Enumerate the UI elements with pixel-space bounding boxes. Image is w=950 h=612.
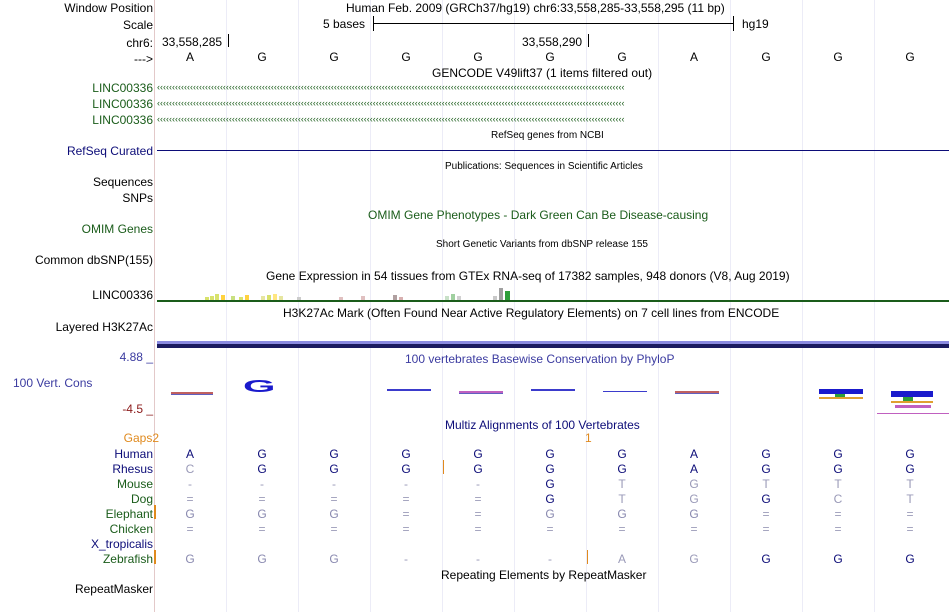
chrom-label: chr6: (126, 36, 153, 50)
base-letter: G (473, 50, 483, 64)
alignment-base: G (329, 552, 339, 566)
refseq-gene-line[interactable] (157, 150, 949, 151)
base-letter: G (257, 50, 267, 64)
alignment-base: = (762, 522, 770, 536)
species-label[interactable]: Human (114, 447, 153, 461)
h3k27ac-signal[interactable] (157, 344, 949, 348)
refseq-label[interactable]: RefSeq Curated (66, 144, 153, 158)
alignment-base: T (618, 477, 626, 491)
base-letter: A (185, 50, 194, 64)
alignment-base: G (761, 552, 771, 566)
multiz-title: Multiz Alignments of 100 Vertebrates (445, 418, 640, 432)
alignment-base: C (833, 492, 843, 506)
base-letter: G (617, 50, 627, 64)
alignment-base: = (186, 492, 194, 506)
alignment-base: = (690, 522, 698, 536)
sequences-label[interactable]: Sequences (92, 175, 153, 189)
gtex-label[interactable]: LINC00336 (92, 288, 153, 302)
alignment-base: = (258, 522, 266, 536)
alignment-base: = (474, 507, 482, 521)
strand-label: ---> (134, 52, 153, 66)
alignment-base: G (761, 447, 771, 461)
alignment-base: G (185, 507, 195, 521)
alignment-base: - (188, 477, 192, 491)
alignment-base: G (905, 552, 915, 566)
phylop-min-label: -4.5 _ (122, 402, 153, 416)
alignment-base: G (545, 462, 555, 476)
gencode-gene-track[interactable]: ‹‹‹‹‹‹‹‹‹‹‹‹‹‹‹‹‹‹‹‹‹‹‹‹‹‹‹‹‹‹‹‹‹‹‹‹‹‹‹‹‹‹‹‹‹‹‹‹‹‹‹‹‹‹‹‹‹‹‹‹‹‹‹‹‹‹‹‹‹‹‹‹‹‹‹‹‹‹‹‹‹‹‹‹‹‹‹‹‹‹‹‹‹‹‹‹‹‹‹‹‹‹‹‹‹‹‹‹‹‹‹‹‹‹‹‹‹‹‹‹‹‹‹‹‹‹‹‹‹‹‹‹‹‹‹‹‹‹‹‹‹‹‹‹‹‹‹‹‹‹‹‹‹‹‹‹ (157, 98, 625, 108)
scale-assembly: hg19 (742, 17, 769, 31)
alignment-base: G (689, 507, 699, 521)
species-label[interactable]: X_tropicalis (90, 537, 153, 551)
omim-label[interactable]: OMIM Genes (81, 222, 153, 236)
alignment-base: G (545, 507, 555, 521)
alignment-base: G (257, 462, 267, 476)
alignment-base: = (834, 507, 842, 521)
species-label[interactable]: Elephant (105, 507, 153, 521)
coord-tick (588, 34, 589, 47)
alignment-base: G (833, 552, 843, 566)
alignment-base: T (906, 492, 914, 506)
base-letter: G (833, 50, 843, 64)
base-letter: G (905, 50, 915, 64)
coord-left: 33,558,285 (162, 35, 223, 49)
alignment-base: = (906, 522, 914, 536)
coord-mid: 33,558,290 (522, 35, 583, 49)
alignment-base: G (689, 477, 699, 491)
dbsnp-label[interactable]: Common dbSNP(155) (34, 253, 153, 267)
phylop-logo[interactable] (157, 370, 949, 420)
alignment-base: = (474, 522, 482, 536)
alignment-base: G (257, 507, 267, 521)
multiz-alignment (0, 447, 950, 567)
alignment-base: G (905, 462, 915, 476)
alignment-base: - (404, 477, 408, 491)
alignment-base: - (476, 477, 480, 491)
scale-bar (373, 23, 733, 24)
publications-title: Publications: Sequences in Scientific Articles (445, 161, 643, 172)
alignment-base: G (329, 507, 339, 521)
alignment-base: G (761, 492, 771, 506)
gencode-item-label[interactable]: LINC00336 (92, 113, 153, 127)
species-label[interactable]: Rhesus (112, 462, 153, 476)
gap-marker (443, 460, 444, 474)
gencode-item-label[interactable]: LINC00336 (92, 97, 153, 111)
scale-text: 5 bases (323, 17, 366, 31)
alignment-base: G (473, 447, 483, 461)
alignment-base: - (260, 477, 264, 491)
alignment-base: = (474, 492, 482, 506)
alignment-base: = (402, 507, 410, 521)
dbsnp-title: Short Genetic Variants from dbSNP release 155 (436, 239, 648, 250)
phylop-label[interactable]: 100 Vert. Cons (13, 376, 93, 390)
gap-marker (154, 550, 156, 564)
alignment-base: T (618, 492, 626, 506)
phylop-max-label: 4.88 _ (119, 350, 153, 364)
base-letter: G (545, 50, 555, 64)
species-label[interactable]: Zebrafish (102, 552, 153, 566)
alignment-base: = (330, 522, 338, 536)
alignment-base: = (330, 492, 338, 506)
alignment-base: = (546, 522, 554, 536)
gencode-item-label[interactable]: LINC00336 (92, 81, 153, 95)
alignment-base: A (617, 552, 626, 566)
base-letter: G (761, 50, 771, 64)
alignment-base: T (834, 477, 842, 491)
alignment-base: T (906, 477, 914, 491)
alignment-base: = (402, 492, 410, 506)
scale-bar-tick (373, 16, 374, 31)
alignment-base: = (618, 522, 626, 536)
alignment-base: G (185, 552, 195, 566)
alignment-base: = (834, 522, 842, 536)
alignment-base: G (257, 552, 267, 566)
base-letter: A (689, 50, 698, 64)
species-label[interactable]: Chicken (109, 522, 153, 536)
gencode-title: GENCODE V49lift37 (1 items filtered out) (432, 66, 653, 80)
svg-text:G: G (243, 376, 276, 396)
alignment-base: G (545, 477, 555, 491)
species-label[interactable]: Mouse (116, 477, 153, 491)
omim-title: OMIM Gene Phenotypes - Dark Green Can Be Disease-causing (368, 208, 709, 222)
alignment-base: G (689, 492, 699, 506)
alignment-base: - (332, 477, 336, 491)
refseq-title: RefSeq genes from NCBI (491, 130, 604, 141)
alignment-base: G (401, 447, 411, 461)
gencode-gene-track[interactable]: ‹‹‹‹‹‹‹‹‹‹‹‹‹‹‹‹‹‹‹‹‹‹‹‹‹‹‹‹‹‹‹‹‹‹‹‹‹‹‹‹‹‹‹‹‹‹‹‹‹‹‹‹‹‹‹‹‹‹‹‹‹‹‹‹‹‹‹‹‹‹‹‹‹‹‹‹‹‹‹‹‹‹‹‹‹‹‹‹‹‹‹‹‹‹‹‹‹‹‹‹‹‹‹‹‹‹‹‹‹‹‹‹‹‹‹‹‹‹‹‹‹‹‹‹‹‹‹‹‹‹‹‹‹‹‹‹‹‹‹‹‹‹‹‹‹‹‹‹‹‹‹‹‹‹‹‹ (157, 82, 625, 92)
base-letter: G (401, 50, 411, 64)
alignment-base: T (762, 477, 770, 491)
gencode-gene-track[interactable]: ‹‹‹‹‹‹‹‹‹‹‹‹‹‹‹‹‹‹‹‹‹‹‹‹‹‹‹‹‹‹‹‹‹‹‹‹‹‹‹‹‹‹‹‹‹‹‹‹‹‹‹‹‹‹‹‹‹‹‹‹‹‹‹‹‹‹‹‹‹‹‹‹‹‹‹‹‹‹‹‹‹‹‹‹‹‹‹‹‹‹‹‹‹‹‹‹‹‹‹‹‹‹‹‹‹‹‹‹‹‹‹‹‹‹‹‹‹‹‹‹‹‹‹‹‹‹‹‹‹‹‹‹‹‹‹‹‹‹‹‹‹‹‹‹‹‹‹‹‹‹‹‹‹‹‹‹ (157, 114, 625, 124)
alignment-base: A (689, 462, 698, 476)
alignment-base: G (833, 447, 843, 461)
coord-tick (228, 34, 229, 47)
window-position-text: Human Feb. 2009 (GRCh37/hg19) chr6:33,558,285-33,558,295 (11 bp) (346, 1, 725, 15)
scale-label: Scale (122, 18, 153, 32)
alignment-base: G (473, 462, 483, 476)
alignment-base: = (402, 522, 410, 536)
alignment-base: = (258, 492, 266, 506)
base-letter: G (329, 50, 339, 64)
alignment-base: G (545, 447, 555, 461)
alignment-base: - (548, 552, 552, 566)
gtex-title: Gene Expression in 54 tissues from GTEx RNA-seq of 17382 samples, 948 donors (V8, Aug 2019) (266, 269, 790, 283)
scale-bar-tick (733, 16, 734, 31)
alignment-base: G (329, 447, 339, 461)
alignment-base: = (906, 507, 914, 521)
repeatmasker-label[interactable]: RepeatMasker (74, 582, 153, 596)
alignment-base: G (833, 462, 843, 476)
alignment-base: G (905, 447, 915, 461)
base-row (0, 50, 950, 64)
alignment-base: C (185, 462, 195, 476)
alignment-base: G (761, 462, 771, 476)
alignment-base: - (404, 552, 408, 566)
h3k27ac-label[interactable]: Layered H3K27Ac (55, 320, 153, 334)
alignment-base: = (762, 507, 770, 521)
gap-count: 1 (585, 431, 592, 445)
gap-marker (587, 550, 588, 564)
alignment-base: G (689, 552, 699, 566)
snps-label[interactable]: SNPs (122, 191, 153, 205)
alignment-base: = (186, 522, 194, 536)
alignment-base: G (329, 462, 339, 476)
alignment-base: G (617, 447, 627, 461)
gtex-bar-graph[interactable] (157, 284, 949, 304)
alignment-base: A (689, 447, 698, 461)
alignment-base: A (185, 447, 194, 461)
alignment-base: G (401, 462, 411, 476)
gap-marker (154, 505, 156, 519)
alignment-base: - (476, 552, 480, 566)
window-position-label: Window Position (64, 1, 153, 15)
alignment-base: G (617, 462, 627, 476)
alignment-base: G (257, 447, 267, 461)
species-label[interactable]: Dog (130, 492, 153, 506)
h3k27ac-title: H3K27Ac Mark (Often Found Near Active Regulatory Elements) on 7 cell lines from ENCODE (283, 306, 780, 320)
phylop-title: 100 vertebrates Basewise Conservation by PhyloP (405, 352, 675, 366)
alignment-base: G (545, 492, 555, 506)
alignment-base: G (617, 507, 627, 521)
gaps-label[interactable]: Gaps2 (123, 431, 159, 445)
repeatmasker-title: Repeating Elements by RepeatMasker (441, 568, 647, 582)
